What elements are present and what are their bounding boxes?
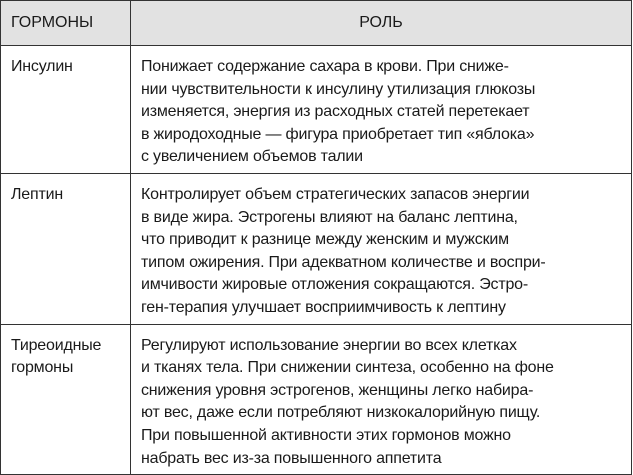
table-row	[1, 46, 632, 174]
role-text-line: в жиродоходные — фигура приобретает тип «яблока»	[141, 125, 535, 143]
role-cell	[131, 46, 632, 174]
hormone-cell	[1, 46, 131, 174]
role-text-line: набрать вес из-за повышенного аппетита	[141, 449, 442, 467]
role-text-line: ют вес, даже если потребляют низкокалорийную пищу.	[141, 404, 541, 422]
role-text-line: ген-терапия улучшает восприимчивость к лептину	[141, 298, 506, 316]
hormone-text-line: Тиреоидные	[11, 336, 102, 354]
hormone-cell	[1, 173, 131, 324]
role-text-line: в виде жира. Эстрогены влияют на баланс лептина,	[141, 208, 518, 226]
role-cell	[131, 173, 632, 324]
hormone-text-line: гормоны	[11, 359, 74, 377]
hormone-cell	[1, 324, 131, 475]
role-text-line: снижения уровня эстрогенов, женщины легко набира-	[141, 381, 534, 399]
role-text-line: Регулируют использование энергии во всех клетках	[141, 336, 517, 354]
header-row	[1, 1, 632, 46]
role-text-line: Контролирует объем стратегических запасов энергии	[141, 185, 530, 203]
role-text-line: Понижает содержание сахара в крови. При сниже-	[141, 58, 509, 75]
role-text-line: и тканях тела. При снижении синтеза, особенно на фоне	[141, 359, 554, 377]
role-text-line: типом ожирения. При адекватном количестве и воспри-	[141, 253, 546, 271]
role-cell	[131, 324, 632, 475]
table-row	[1, 173, 632, 324]
table-row	[1, 324, 632, 475]
hormone-text-line: Инсулин	[11, 58, 73, 75]
role-text-line: что приводит к разнице между женским и мужским	[141, 231, 509, 249]
header-role: РОЛЬ	[131, 1, 632, 46]
role-text-line: При повышенной активности этих гормонов можно	[141, 426, 511, 444]
role-text-line: изменяется, энергия из расходных статей перетекает	[141, 103, 530, 121]
role-text-line: с увеличением объемов талии	[141, 148, 363, 166]
header-hormones: ГОРМОНЫ	[1, 1, 131, 46]
hormone-text-line: Лептин	[11, 185, 63, 203]
role-text-line: имчивости жировые отложения сокращаются. Эстро-	[141, 276, 529, 294]
role-text-line: нии чувствительности к инсулину утилизация глюкозы	[141, 80, 536, 98]
